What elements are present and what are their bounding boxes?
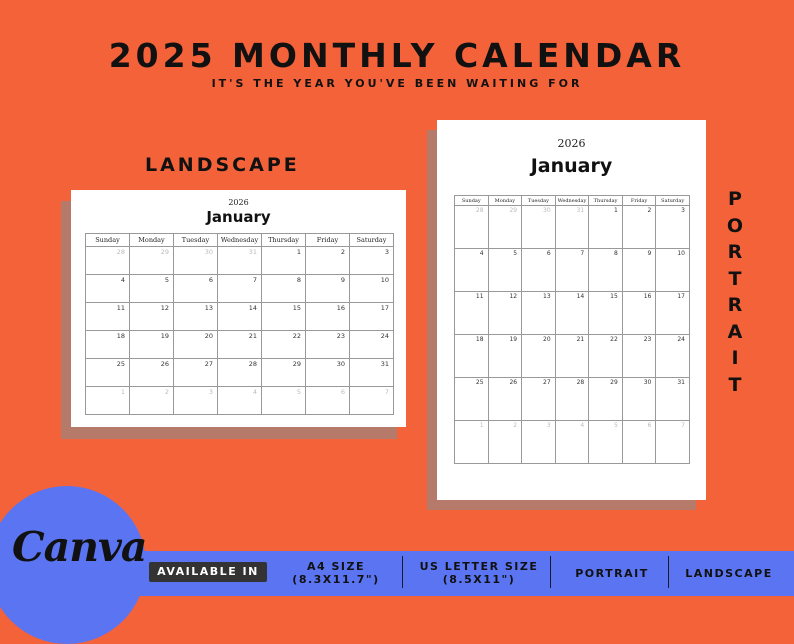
day-cell (622, 292, 656, 335)
calendar-month: January (206, 208, 271, 226)
day-number: 6 (340, 388, 345, 396)
day-cell (488, 249, 522, 292)
day-number: 16 (336, 304, 345, 312)
day-number: 1 (120, 388, 125, 396)
day-cell (589, 378, 623, 421)
weekday-header: Sunday (455, 196, 489, 206)
day-cell (455, 335, 489, 378)
day-cell (589, 249, 623, 292)
day-cell (522, 335, 556, 378)
calendar-month: January (530, 155, 613, 177)
portrait-letter: T (728, 267, 742, 290)
day-number: 5 (613, 422, 618, 429)
day-number: 8 (613, 250, 618, 257)
divider (668, 556, 669, 588)
day-cell (130, 303, 174, 331)
weekday-header: Friday (306, 234, 350, 247)
weekday-header: Thursday (262, 234, 306, 247)
day-number: 17 (677, 293, 685, 300)
day-cell (350, 359, 394, 387)
day-cell (589, 335, 623, 378)
calendar-week-row (455, 421, 690, 464)
day-cell (306, 331, 350, 359)
day-number: 12 (509, 293, 518, 300)
day-cell (218, 359, 262, 387)
day-number: 31 (576, 207, 585, 214)
day-number: 4 (252, 388, 257, 396)
day-cell (306, 275, 350, 303)
day-number: 1 (479, 422, 484, 429)
day-cell (262, 387, 306, 415)
calendar-week-row (455, 249, 690, 292)
option-a4-size (280, 556, 392, 590)
day-cell (555, 335, 589, 378)
day-cell (174, 303, 218, 331)
day-cell (86, 387, 130, 415)
day-cell (522, 249, 556, 292)
day-cell (350, 247, 394, 275)
day-number: 3 (384, 248, 389, 256)
day-number: 26 (160, 360, 169, 368)
day-cell (622, 421, 656, 464)
day-number: 5 (164, 276, 169, 284)
weekday-header: Thursday (589, 196, 623, 206)
day-cell (130, 275, 174, 303)
day-number: 31 (248, 248, 257, 256)
day-number: 1 (296, 248, 301, 256)
day-cell (86, 247, 130, 275)
calendar-week-row (86, 387, 394, 415)
portrait-letter: P (728, 188, 742, 210)
day-cell (589, 206, 623, 249)
divider (550, 556, 551, 588)
portrait-letter: I (731, 347, 739, 369)
day-number: 15 (610, 293, 618, 300)
available-in-label: AVAILABLE IN (149, 562, 267, 582)
day-number: 28 (576, 379, 585, 386)
day-cell (522, 421, 556, 464)
day-cell (262, 303, 306, 331)
day-number: 27 (204, 360, 213, 368)
day-cell (555, 249, 589, 292)
day-cell (622, 249, 656, 292)
day-number: 6 (647, 422, 652, 429)
day-cell (656, 378, 690, 421)
calendar-week-row (86, 303, 394, 331)
calendar-week-row (455, 206, 690, 249)
calendar-year: 2026 (228, 198, 249, 207)
day-number: 2 (513, 422, 518, 429)
day-cell (262, 359, 306, 387)
day-number: 24 (380, 332, 389, 340)
day-number: 29 (509, 207, 518, 214)
weekday-header: Monday (130, 234, 174, 247)
day-cell (622, 335, 656, 378)
weekday-header: Friday (622, 196, 656, 206)
day-number: 22 (292, 332, 301, 340)
day-number: 5 (513, 250, 518, 257)
day-cell (262, 331, 306, 359)
day-number: 7 (384, 388, 389, 396)
day-number: 17 (380, 304, 389, 312)
option-line: US LETTER SIZE (419, 560, 539, 573)
calendar-week-row (86, 247, 394, 275)
calendar-week-row (86, 331, 394, 359)
day-number: 31 (380, 360, 389, 368)
day-cell (86, 275, 130, 303)
day-number: 26 (509, 379, 518, 386)
weekday-header: Sunday (86, 234, 130, 247)
landscape-calendar-page (71, 190, 406, 427)
day-number: 20 (543, 336, 551, 343)
day-cell (522, 292, 556, 335)
day-number: 18 (116, 332, 125, 340)
weekday-header: Wednesday (555, 196, 589, 206)
day-number: 21 (576, 336, 585, 343)
day-number: 23 (643, 336, 652, 343)
day-cell (262, 275, 306, 303)
day-number: 14 (576, 293, 585, 300)
day-cell (455, 378, 489, 421)
option-line: (8.5X11") (442, 573, 516, 586)
day-cell (488, 206, 522, 249)
weekday-header: Tuesday (522, 196, 556, 206)
day-cell (522, 378, 556, 421)
day-number: 12 (160, 304, 169, 312)
day-cell (86, 331, 130, 359)
day-cell (555, 421, 589, 464)
day-number: 18 (475, 336, 484, 343)
day-number: 2 (164, 388, 169, 396)
day-number: 10 (380, 276, 389, 284)
day-cell (130, 331, 174, 359)
calendar-grid (454, 195, 690, 464)
day-cell (218, 247, 262, 275)
day-cell (130, 247, 174, 275)
calendar-week-row (86, 275, 394, 303)
day-number: 13 (543, 293, 551, 300)
portrait-label (722, 186, 748, 398)
day-number: 21 (248, 332, 257, 340)
day-cell (656, 421, 690, 464)
day-cell (455, 249, 489, 292)
day-number: 9 (340, 276, 345, 284)
landscape-label: LANDSCAPE (145, 154, 300, 176)
day-cell (350, 331, 394, 359)
day-cell (488, 292, 522, 335)
day-number: 30 (543, 207, 551, 214)
day-cell (350, 275, 394, 303)
day-number: 16 (643, 293, 652, 300)
day-cell (455, 421, 489, 464)
day-cell (306, 387, 350, 415)
option-landscape (674, 556, 784, 590)
weekday-header: Monday (488, 196, 522, 206)
day-cell (656, 249, 690, 292)
day-number: 14 (248, 304, 257, 312)
day-number: 4 (120, 276, 125, 284)
day-cell (218, 387, 262, 415)
day-number: 11 (475, 293, 484, 300)
day-number: 24 (677, 336, 685, 343)
day-number: 28 (116, 248, 125, 256)
day-cell (555, 292, 589, 335)
day-cell (86, 359, 130, 387)
day-number: 20 (204, 332, 213, 340)
day-cell (86, 303, 130, 331)
day-number: 29 (610, 379, 618, 386)
day-number: 6 (546, 250, 551, 257)
weekday-header: Saturday (656, 196, 690, 206)
day-cell (488, 421, 522, 464)
option-line: (8.3X11.7") (292, 573, 380, 586)
portrait-letter: O (726, 214, 744, 237)
day-cell (455, 206, 489, 249)
day-cell (174, 331, 218, 359)
page-title: 2025 MONTHLY CALENDAR (108, 36, 686, 75)
calendar-grid (85, 233, 394, 415)
day-cell (218, 331, 262, 359)
day-number: 2 (647, 207, 652, 214)
portrait-letter: A (727, 320, 743, 343)
day-number: 11 (116, 304, 125, 312)
day-cell (306, 303, 350, 331)
option-line: PORTRAIT (575, 566, 649, 580)
day-number: 3 (546, 422, 551, 429)
portrait-calendar-page (437, 120, 706, 500)
canva-logo: Canva (12, 523, 147, 571)
day-number: 30 (336, 360, 345, 368)
day-cell (218, 275, 262, 303)
calendar-week-row (455, 292, 690, 335)
day-cell (488, 378, 522, 421)
weekday-header: Wednesday (218, 234, 262, 247)
day-cell (589, 421, 623, 464)
option-line: LANDSCAPE (685, 566, 773, 580)
day-number: 7 (681, 422, 685, 429)
page-subtitle: IT'S THE YEAR YOU'VE BEEN WAITING FOR (211, 77, 583, 90)
day-cell (656, 206, 690, 249)
day-number: 3 (681, 207, 685, 214)
day-number: 27 (543, 379, 551, 386)
day-number: 3 (208, 388, 213, 396)
day-number: 28 (248, 360, 257, 368)
day-cell (130, 387, 174, 415)
day-cell (555, 206, 589, 249)
day-number: 30 (204, 248, 213, 256)
day-number: 25 (475, 379, 484, 386)
divider (402, 556, 403, 588)
day-number: 7 (580, 250, 585, 257)
portrait-letter: T (728, 373, 742, 396)
day-cell (306, 359, 350, 387)
calendar-week-row (455, 378, 690, 421)
day-cell (262, 247, 306, 275)
day-cell (522, 206, 556, 249)
day-number: 4 (479, 250, 484, 257)
day-number: 29 (160, 248, 169, 256)
option-us-letter-size (408, 556, 550, 590)
day-number: 7 (252, 276, 257, 284)
option-line: A4 SIZE (306, 560, 365, 573)
day-cell (622, 206, 656, 249)
day-cell (174, 359, 218, 387)
day-cell (218, 303, 262, 331)
day-number: 31 (677, 379, 685, 386)
day-number: 13 (204, 304, 213, 312)
day-number: 22 (610, 336, 618, 343)
weekday-header-row (86, 234, 394, 247)
day-number: 10 (677, 250, 685, 257)
day-cell (174, 387, 218, 415)
option-portrait (556, 556, 668, 590)
day-number: 25 (116, 360, 125, 368)
day-number: 30 (643, 379, 652, 386)
day-number: 6 (208, 276, 213, 284)
day-number: 5 (296, 388, 301, 396)
day-number: 2 (340, 248, 345, 256)
day-number: 4 (580, 422, 585, 429)
weekday-header: Tuesday (174, 234, 218, 247)
portrait-letter: R (727, 294, 743, 316)
day-number: 19 (160, 332, 169, 340)
day-cell (589, 292, 623, 335)
day-number: 1 (613, 207, 618, 214)
day-cell (350, 387, 394, 415)
day-number: 19 (509, 336, 518, 343)
calendar-year: 2026 (557, 137, 586, 150)
day-cell (488, 335, 522, 378)
day-number: 9 (647, 250, 652, 257)
day-number: 8 (296, 276, 301, 284)
day-cell (174, 247, 218, 275)
day-number: 29 (292, 360, 301, 368)
calendar-week-row (455, 335, 690, 378)
portrait-letter: R (727, 241, 743, 263)
day-cell (306, 247, 350, 275)
day-number: 23 (336, 332, 345, 340)
day-cell (130, 359, 174, 387)
day-cell (174, 275, 218, 303)
day-cell (622, 378, 656, 421)
day-cell (455, 292, 489, 335)
day-cell (350, 303, 394, 331)
day-cell (656, 292, 690, 335)
weekday-header-row (455, 196, 690, 206)
day-cell (656, 335, 690, 378)
day-cell (555, 378, 589, 421)
weekday-header: Saturday (350, 234, 394, 247)
calendar-week-row (86, 359, 394, 387)
day-number: 28 (475, 207, 484, 214)
day-number: 15 (292, 304, 301, 312)
